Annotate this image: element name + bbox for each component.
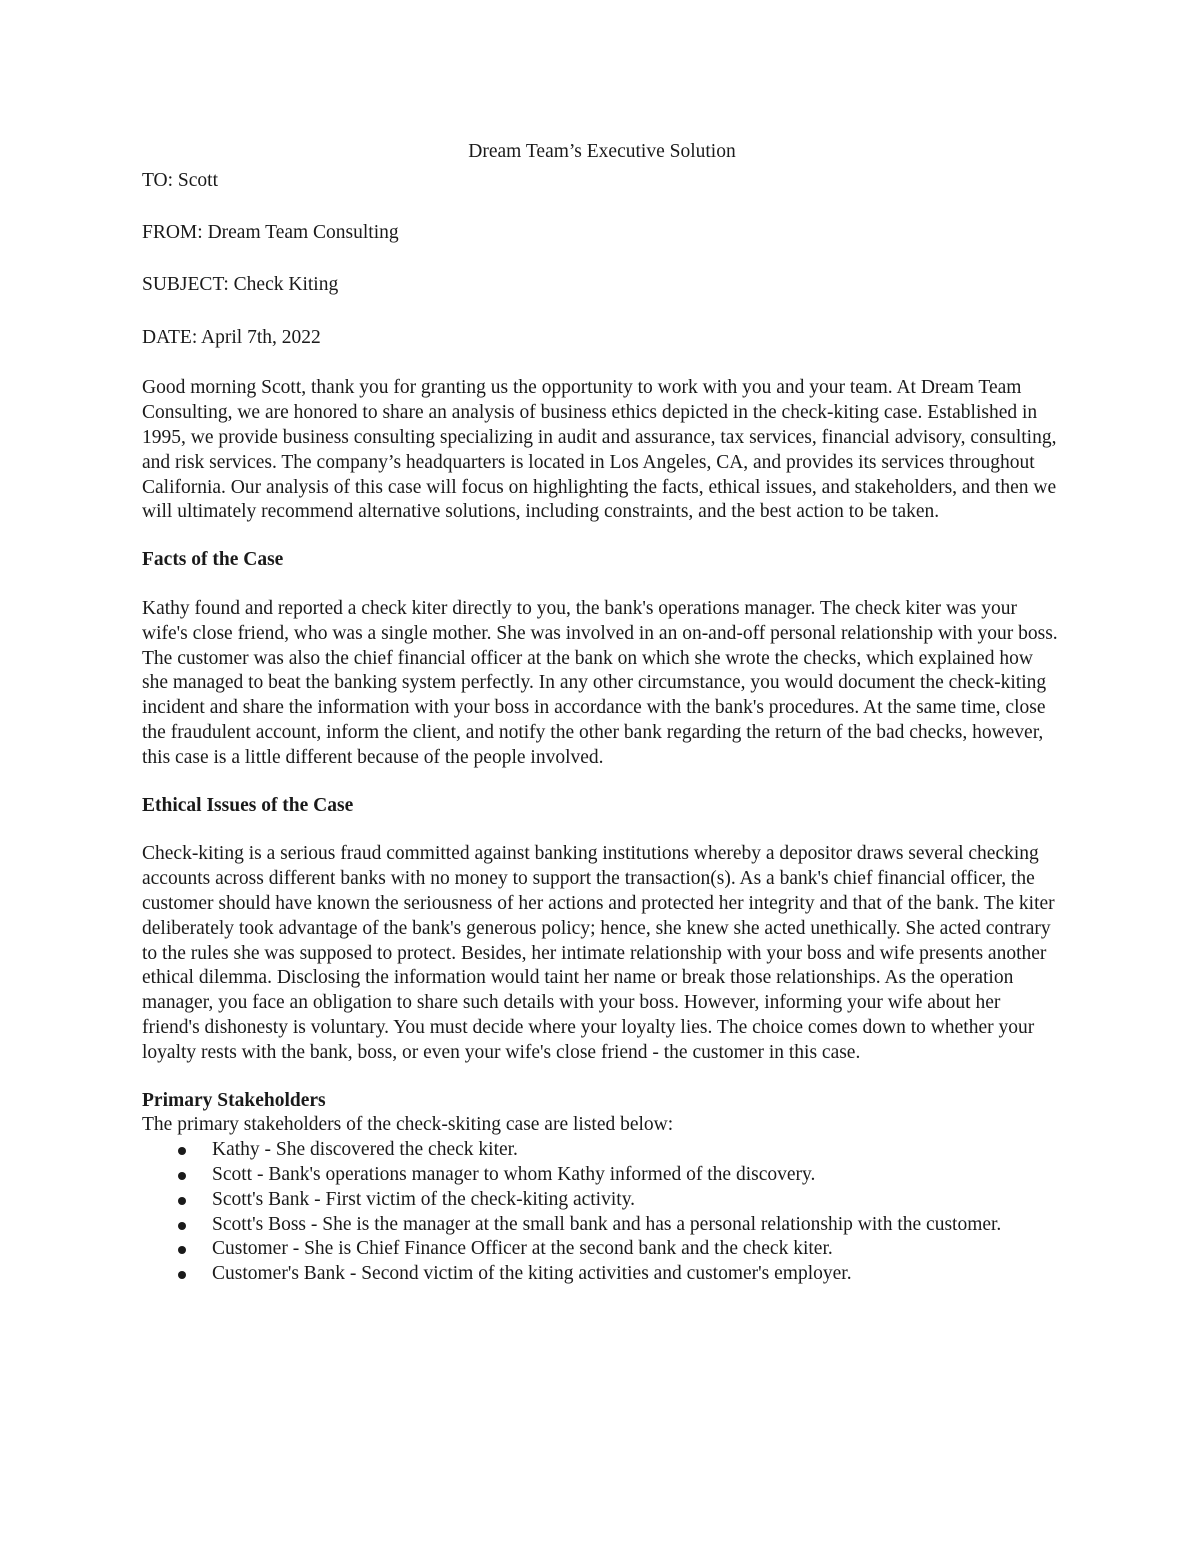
list-item — [142, 1213, 1062, 1238]
stakeholders-list — [142, 1138, 1062, 1287]
intro-paragraph: Good morning Scott, thank you for granting us the opportunity to work with you and your team. At Dream Team Consulting, we are honored to share an analysis of business ethics depicted in the check-kiting case. Established in 1995, we provide business consulting specializing in audit and assurance, tax services, financial advisory, consulting, and risk services. The company’s headquarters is located in Los Angeles, CA, and provides its services throughout California. Our analysis of this case will focus on highlighting the facts, ethical issues, and stakeholders, and then we will ultimately recommend alternative solutions, including constraints, and the best action to be taken. — [142, 377, 1057, 523]
bullet-icon — [178, 1271, 186, 1279]
list-item-text: Scott's Boss - She is the manager at the small bank and has a personal relationship with the customer. — [212, 1213, 1002, 1235]
memo-from: FROM: Dream Team Consulting — [142, 222, 399, 244]
ethical-issues-heading: Ethical Issues of the Case — [142, 794, 354, 816]
list-item — [142, 1237, 1062, 1262]
list-item-text: Customer's Bank - Second victim of the kiting activities and customer's employer. — [212, 1263, 852, 1285]
bullet-icon — [178, 1222, 186, 1230]
bullet-icon — [178, 1246, 186, 1254]
list-item — [142, 1262, 1062, 1287]
facts-paragraph: Kathy found and reported a check kiter directly to you, the bank's operations manager. The check kiter was your wife's close friend, who was a single mother. She was involved in an on-and-off personal relationship with your boss. The customer was also the chief financial officer at the bank on which she wrote the checks, which explained how she managed to beat the banking system perfectly. In any other circumstance, you would document the check-kiting incident and share the information with your boss in accordance with the bank's procedures. At the same time, close the fraudulent account, inform the client, and notify the other bank regarding the return of the bad checks, however, this case is a little different because of the people involved. — [142, 598, 1058, 768]
bullet-icon — [178, 1147, 186, 1155]
list-item — [142, 1188, 1062, 1213]
list-item-text: Customer - She is Chief Finance Officer at the second bank and the check kiter. — [212, 1238, 833, 1260]
ethical-issues-paragraph: Check-kiting is a serious fraud committed against banking institutions whereby a depositor draws several checking accounts across different banks with no money to support the transaction(s). As a bank's chief financial officer, the customer should have known the seriousness of her actions and protected her integrity and that of the bank. The kiter deliberately took advantage of the bank's generous policy; hence, she knew she acted unethically. She acted contrary to the rules she was supposed to protect. Besides, her intimate relationship with your boss and wife presents another ethical dilemma. Disclosing the information would taint her name or break those relationships. As the operation manager, you face an obligation to share such details with your boss. However, informing your wife about her friend's dishonesty is voluntary. You must decide where your loyalty lies. The choice comes down to whether your loyalty rests with the bank, boss, or even your wife's close friend - the customer in this case. — [142, 843, 1055, 1063]
bullet-icon — [178, 1172, 186, 1180]
memo-date: DATE: April 7th, 2022 — [142, 326, 321, 348]
facts-heading: Facts of the Case — [142, 549, 284, 571]
list-item-text: Scott - Bank's operations manager to whom Kathy informed of the discovery. — [212, 1164, 816, 1185]
stakeholders-heading: Primary Stakeholders — [142, 1089, 326, 1111]
document-title: Dream Team’s Executive Solution — [468, 141, 736, 162]
memo-subject: SUBJECT: Check Kiting — [142, 274, 339, 296]
list-item-text: Scott's Bank - First victim of the check-kiting activity. — [212, 1188, 636, 1210]
memo-to: TO: Scott — [142, 169, 219, 191]
stakeholders-lead: The primary stakeholders of the check-skiting case are listed below: — [142, 1114, 674, 1136]
bullet-icon — [178, 1197, 186, 1205]
list-item-text: Kathy - She discovered the check kiter. — [212, 1139, 518, 1161]
document-page — [142, 140, 1062, 1287]
list-item — [142, 1138, 1062, 1163]
list-item — [142, 1163, 1062, 1188]
